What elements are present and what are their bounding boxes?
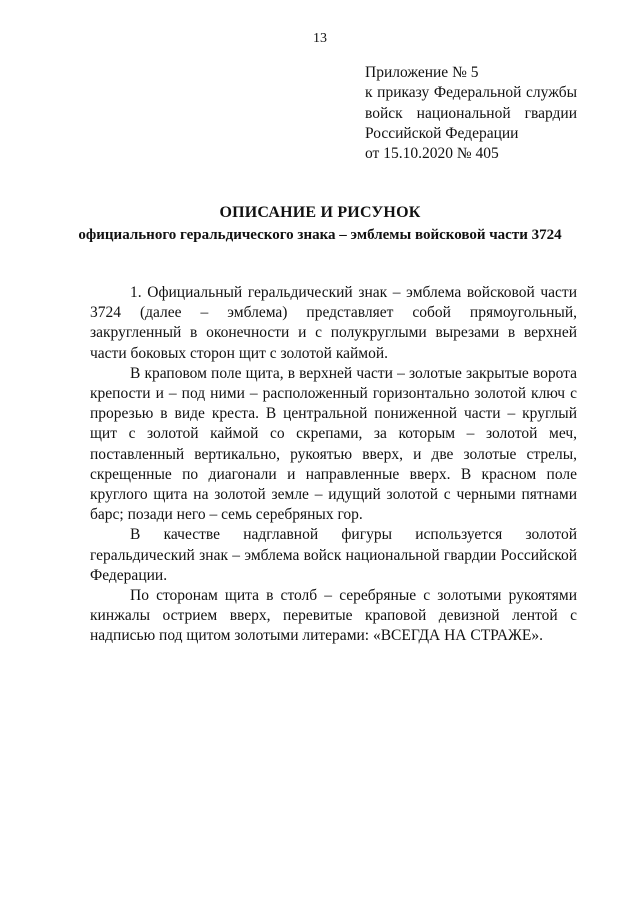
appendix-order-ref: к приказу Федеральной службы (365, 84, 577, 102)
document-body (90, 283, 577, 647)
document-subtitle: официального геральдического знака – эмблемы войсковой части 3724 (78, 227, 562, 243)
appendix-block (365, 63, 577, 164)
paragraph-4: По сторонам щита в столб – серебряные с золотыми рукоятями кинжалы острием вверх, перевитые краповой девизной лентой с надписью под щитом золотыми литерами: «ВСЕГДА НА СТРАЖЕ». (90, 587, 577, 645)
appendix-service-name: войск национальной гвардии (365, 104, 577, 122)
appendix-title: Приложение № 5 (365, 64, 479, 81)
paragraph-1: 1. Официальный геральдический знак – эмблема войсковой части 3724 (далее – эмблема) представляет собой прямоугольный, закругленный в оконечности и с полукруглыми вырезами в верхней части боковых сторон щит с золотой каймой. (90, 284, 577, 362)
paragraph-3: В качестве надглавной фигуры используется золотой геральдический знак – эмблема войск национальной гвардии Российской Федерации. (90, 526, 577, 584)
page-number: 13 (313, 31, 327, 46)
appendix-country: Российской Федерации (365, 124, 519, 142)
document-title: ОПИСАНИЕ И РИСУНОК (219, 204, 421, 221)
paragraph-2: В краповом поле щита, в верхней части – золотые закрытые ворота крепости и – под ними – расположенный горизонтально золотой ключ с прорезью в виде креста. В центральной пониженной части – круглый щит с золотой каймой со скрепами, за которым – золотой меч, поставленный вертикально, рукоятью вверх, и две золотые стрелы, скрещенные по диагонали и направленные вверх. В красном поле круглого щита на золотой земле – идущий золотой с черными пятнами барс; позади него – семь серебряных гор. (90, 364, 577, 524)
appendix-date-number: от 15.10.2020 № 405 (365, 145, 499, 163)
